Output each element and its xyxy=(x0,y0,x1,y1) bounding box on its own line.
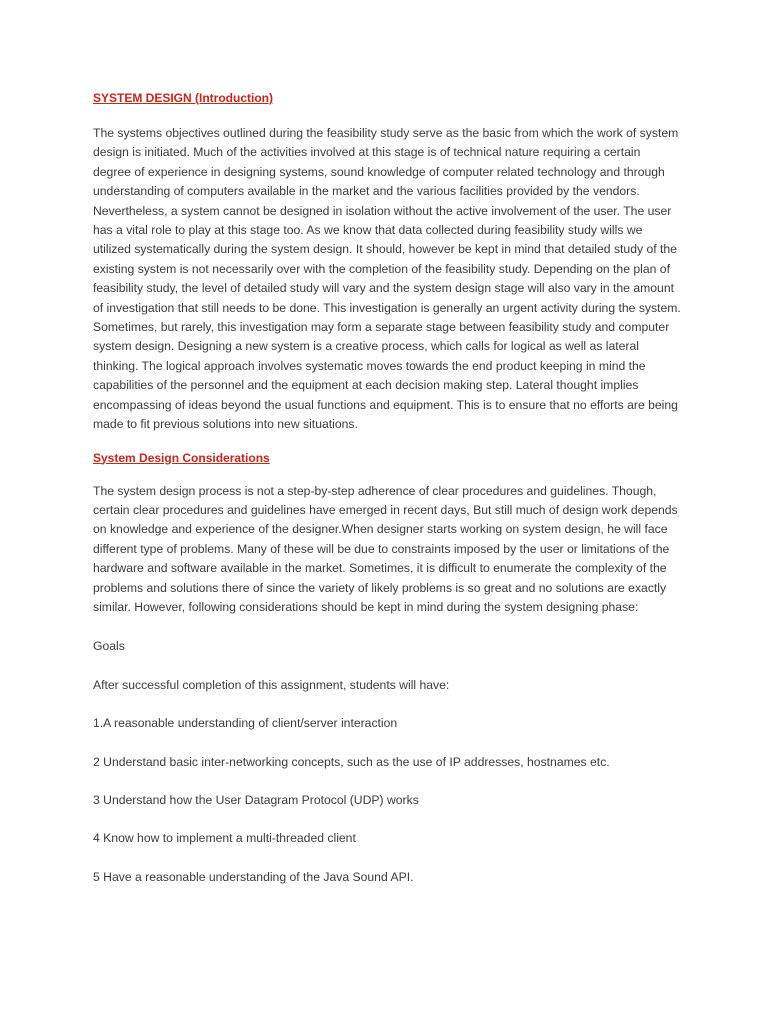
goals-list xyxy=(93,714,681,887)
section-heading-introduction: SYSTEM DESIGN (Introduction) xyxy=(93,91,273,105)
section-heading-considerations: System Design Considerations xyxy=(93,450,270,465)
goals-title: Goals xyxy=(93,639,125,654)
goal-item: 5 Have a reasonable understanding of the Java Sound API. xyxy=(93,869,414,884)
introduction-paragraph: The systems objectives outlined during the feasibility study serve as the basic from which the work of system design is initiated. Much of the activities involved at this stage is of technical nature requiring a certain degree of experience in designing systems, sound knowledge of computer related technology and through understanding of computers available in the market and the various facilities provided by the vendors. Nevertheless, a system cannot be designed in isolation without the active involvement of the user. The user has a vital role to play at this stage too. As we know that data collected during feasibility study wills we utilized systematically during the system design. It should, however be kept in mind that detailed study of the existing system is not necessarily over with the completion of the feasibility study. Depending on the plan of feasibility study, the level of detailed study will vary and the system design stage will also vary in the amount of investigation that still needs to be done. This investigation is generally an urgent activity during the system. Sometimes, but rarely, this investigation may form a separate stage between feasibility study and computer system design. Designing a new system is a creative process, which calls for logical as well as lateral thinking. The logical approach involves systematic moves towards the end product keeping in mind the capabilities of the personnel and the equipment at each decision making step. Lateral thought implies encompassing of ideas beyond the usual functions and equipment. This is to ensure that no efforts are being made to fit previous solutions into new situations. xyxy=(93,126,681,432)
document-page xyxy=(93,88,681,887)
goals-intro: After successful completion of this assignment, students will have: xyxy=(93,677,450,692)
goal-item: 3 Understand how the User Datagram Protocol (UDP) works xyxy=(93,792,419,807)
goal-item: 2 Understand basic inter-networking concepts, such as the use of IP addresses, hostnames etc. xyxy=(93,754,610,769)
considerations-paragraph: The system design process is not a step-by-step adherence of clear procedures and guidelines. Though, certain clear procedures and guidelines have emerged in recent days, But still much of design work depends on knowledge and experience of the designer.When designer starts working on system design, he will face different type of problems. Many of these will be due to constraints imposed by the user or limitations of the hardware and software available in the market. Sometimes, it is difficult to enumerate the complexity of the problems and solutions there of since the variety of likely problems is so great and no solutions are exactly similar. However, following considerations should be kept in mind during the system designing phase: xyxy=(93,483,678,614)
goal-item: 1.A reasonable understanding of client/server interaction xyxy=(93,716,398,731)
goal-item: 4 Know how to implement a multi-threaded client xyxy=(93,831,356,846)
